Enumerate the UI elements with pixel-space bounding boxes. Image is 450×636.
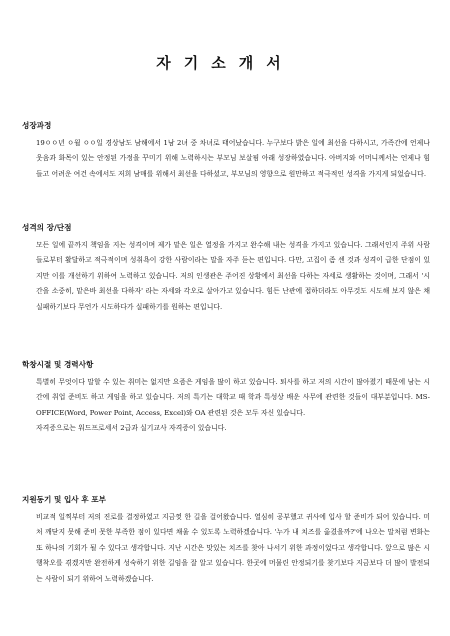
- section-heading: 성장과정: [22, 121, 52, 130]
- section-personality: [22, 222, 430, 315]
- paragraph: 자격증으로는 워드프로세서 2급과 실기교사 자격증이 있습니다.: [36, 424, 227, 433]
- section-body: [22, 136, 430, 182]
- paragraph: 비교적 일찍부터 저의 진로를 결정하였고 지금껏 한 길을 걸어왔습니다. 열심히 공부했고 귀사에 입사 할 준비가 되어 있습니다. 미처 깨닫지 못해 준비 못한 부족한 점이 있다면 채울 수 있도록 노력하겠습니다. '누가 내 치즈를 옮겼을까?'에 나오는 말처럼 변화는 또 하나의 기회가 될 수 있다고 생각합니다. 지난 시간은 맛있는 치즈를 찾아 나서기 위한 과정이었다고 생각합니다. 앞으로 많은 시행착오를 겪겠지만 완전하게 성숙하기 위한 길임을 잘 알고 있습니다. 한곳에 머물린 안정되기를 찾기보다 지금보다 더 많이 발전되는 사람이 되기 위하여 노력하겠습니다.: [36, 513, 430, 583]
- section-motivation: [22, 494, 430, 587]
- section-school-career: [22, 359, 430, 437]
- paragraph: 19ㅇㅇ년 ㅇ월 ㅇㅇ일 경상남도 남해에서 1남 2녀 중 차녀로 태어났습니다. 누구보다 밝은 일에 최선을 다하시고, 가족간에 언제나 웃음과 화목이 있는 안정된 가정을 꾸미기 위해 노력하시는 부모님 보살핌 아래 성장하였습니다. 아버지와 어머니께서는 언제나 힘들고 어려운 여건 속에서도 저희 남매를 위해서 최선을 다하셨고, 부모님의 영향으로 원만하고 적극적인 성격을 가지게 되었습니다.: [36, 139, 430, 178]
- section-heading: 학창시절 및 경력사항: [22, 360, 94, 369]
- section-growth: [22, 120, 430, 182]
- section-heading: 지원동기 및 입사 후 포부: [22, 495, 106, 504]
- paragraph: 모든 일에 끝까지 책임을 지는 성격이며 제가 맡은 일은 열정을 가지고 완수해 내는 성격을 가지고 있습니다. 그래서인지 주위 사람들로부터 활달하고 적극적이며 성취욕이 강한 사람이라는 말을 자주 듣는 편입니다. 다만, 고집이 좀 센 것과 성격이 급한 단점이 있지만 이를 개선하기 위하여 노력하고 있습니다. 저의 인생관은 주어진 상황에서 최선을 다하는 자세로 생활하는 것이며, 그래서 '시간을 소중히, 맡은바 최선을 다하자' 라는 자세와 각오로 살아가고 있습니다. 힘든 난관에 접하더라도 아무것도 시도해 보지 않은 채 실패하기보다 무언가 시도하다가 실패하기를 원하는 편입니다.: [36, 241, 430, 311]
- section-body: [22, 375, 430, 437]
- section-body: [22, 238, 430, 315]
- document-title: 자기소개서: [156, 54, 294, 72]
- section-body: [22, 510, 430, 587]
- section-heading: 성격의 장/단점: [22, 223, 72, 232]
- paragraph: 특별히 무엇이다 말할 수 있는 취미는 없지만 요즘은 게임을 많이 하고 있습니다. 퇴사를 하고 저의 시간이 많아졌기 때문에 남는 시간에 취업 준비도 하고 게임을 하고 있습니다. 저의 특기는 대학교 때 학과 특성상 배운 사무에 관련한 것들이 대부분입니다. MS-OFFICE(Word, Power Point, Access, Excel)와 OA 관련된 것은 모두 자신 있습니다.: [36, 378, 430, 417]
